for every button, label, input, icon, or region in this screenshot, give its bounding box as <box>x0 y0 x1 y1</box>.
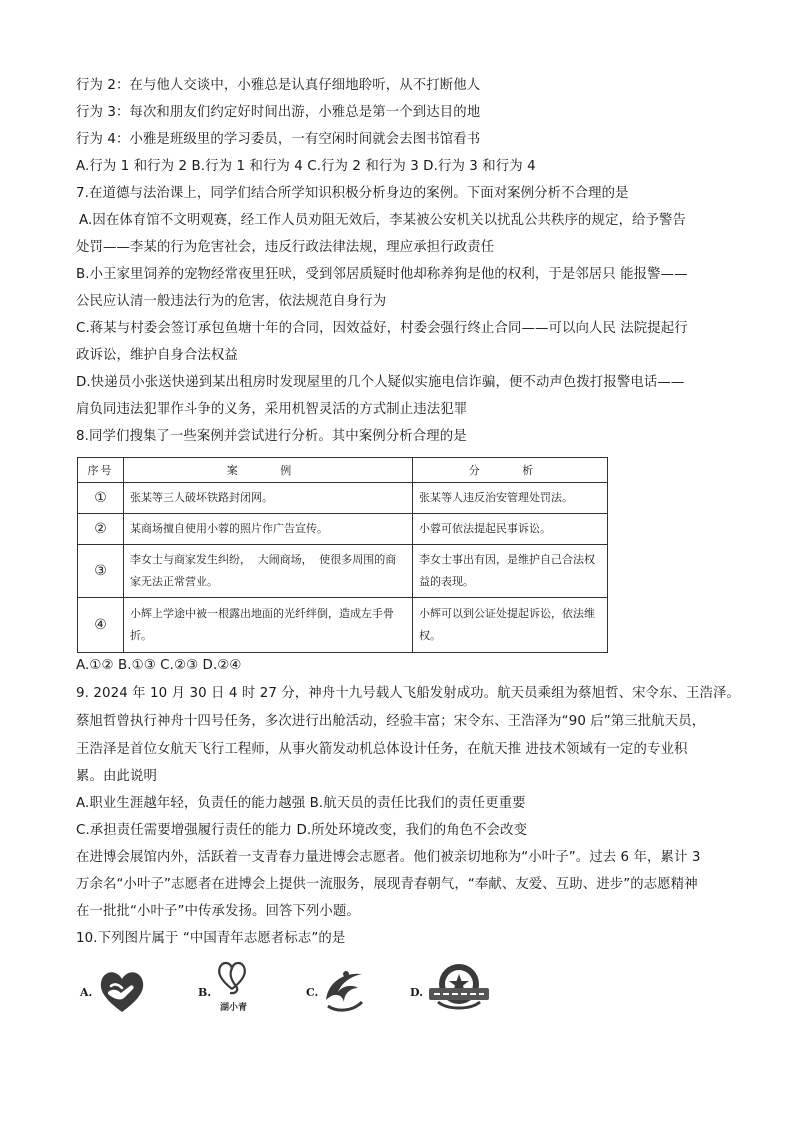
text-line: 公民应认清一般违法行为的危害，依法规范自身行为 <box>76 294 387 309</box>
passage-line: 万余名“小叶子”志愿者在进博会上提供一流服务，展现青春朝气，“奉献、友爱、互助、进步”的志愿精神 <box>76 877 698 892</box>
row-analysis: 小辉可以到公证处提起诉讼，依法维权。 <box>413 598 608 653</box>
option-7b: B.小王家里饲养的宠物经常夜里狂吠，受到邻居质疑时他却称养狗是他的权利，于是邻居只 能报警—— <box>76 267 688 282</box>
heart-hand-logo-icon <box>96 966 148 1016</box>
swirl-leaf-logo-icon <box>318 962 368 1016</box>
row-num: ② <box>78 514 124 545</box>
row-num: ③ <box>78 545 124 598</box>
option-a-label: A. <box>80 986 93 999</box>
text-line: 行为 3：每次和朋友们约定好时间出游，小雅总是第一个到达目的地 <box>76 105 481 120</box>
row-case: 张某等三人破坏铁路封闭网。 <box>124 483 413 514</box>
option-b-label: B. <box>198 986 212 999</box>
option-b-caption: 湖小青 <box>220 1003 248 1013</box>
row-analysis: 张某等人违反治安管理处罚法。 <box>413 483 608 514</box>
table-row <box>78 545 608 598</box>
row-num: ① <box>78 483 124 514</box>
option-7d: D.快递员小张送快递到某出租房时发现屋里的几个人疑似实施电信诈骗，便不动声色拨打报警电话—— <box>76 375 685 390</box>
row-analysis: 小蓉可依法提起民事诉讼。 <box>413 514 608 545</box>
row-case: 小辉上学途中被一根露出地面的光纤绊倒，造成左手骨折。 <box>124 598 413 653</box>
options-9ab: A.职业生涯越年轻，负责任的能力越强 B.航天员的责任比我们的责任更重要 <box>76 796 526 811</box>
passage-line: 在进博会展馆内外，活跃着一支青春力量进博会志愿者。他们被亲切地称为“小叶子”。过去 6 年，累计 3 <box>76 850 701 865</box>
answer-options-q6: A.行为 1 和行为 2 B.行为 1 和行为 4 C.行为 2 和行为 3 D.行为 3 和行为 4 <box>76 159 536 174</box>
row-case: 某商场擅自使用小蓉的照片作广告宣传。 <box>124 514 413 545</box>
text-line: 行为 2：在与他人交谈中，小雅总是认真仔细地聆听，从不打断他人 <box>76 78 481 93</box>
table-row <box>78 483 608 514</box>
row-analysis: 李女士事出有因，是维护自己合法权益的表现。 <box>413 545 608 598</box>
option-7a: A.因在体育馆不文明观赛，经工作人员劝阻无效后，李某被公安机关以扰乱公共秩序的规定，给予警告 <box>79 213 686 228</box>
header-num: 序号 <box>78 458 124 483</box>
row-num: ④ <box>78 598 124 653</box>
table-row <box>78 598 608 653</box>
answer-options-q8: A.①② B.①③ C.②③ D.②④ <box>76 658 242 673</box>
text-line: 政诉讼，维护自身合法权益 <box>76 348 238 363</box>
youth-league-emblem-icon <box>426 962 492 1014</box>
text-line: 处罚——李某的行为危害社会，违反行政法律法规，理应承担行政责任 <box>76 240 495 255</box>
question-9: 9. 2024 年 10 月 30 日 4 时 27 分，神舟十九号载人飞船发射成功。航天员乘组为蔡旭哲、宋令东、王浩泽。 <box>76 686 740 701</box>
table-row <box>78 514 608 545</box>
text-line: 行为 4：小雅是班级里的学习委员，一有空闲时间就会去图书馆看书 <box>76 132 481 147</box>
options-9cd: C.承担责任需要增强履行责任的能力 D.所处环境改变，我们的角色不会改变 <box>76 823 528 838</box>
text-line: 累。由此说明 <box>76 769 157 784</box>
table-header-row <box>78 458 608 483</box>
option-d-label: D. <box>410 986 423 999</box>
text-line: 蔡旭哲曾执行神舟十四号任务，多次进行出舱活动，经验丰富；宋令东、王浩泽为“90 后”第三批航天员， <box>76 714 706 729</box>
question-7: 7.在道德与法治课上，同学们结合所学知识积极分析身边的案例。下面对案例分析不合理的是 <box>76 186 629 201</box>
text-line: 肩负同违法犯罪作斗争的义务，采用机智灵活的方式制止违法犯罪 <box>76 402 468 417</box>
option-c-label: C. <box>306 986 319 999</box>
passage-line: 在一批批“小叶子”中传承发扬。回答下列小题。 <box>76 904 360 919</box>
heart-ribbon-logo-icon <box>212 956 252 996</box>
case-analysis-table <box>77 457 608 653</box>
row-case: 李女士与商家发生纠纷， 大闹商场， 使很多周围的商家无法正常营业。 <box>124 545 413 598</box>
header-analysis: 分 析 <box>413 458 608 483</box>
text-line: 王浩泽是首位女航天飞行工程师，从事火箭发动机总体设计任务，在航天推 进技术领域有一定的专业积 <box>76 742 688 757</box>
header-case: 案 例 <box>124 458 413 483</box>
option-7c: C.蒋某与村委会签订承包鱼塘十年的合同，因效益好，村委会强行终止合同——可以向人民 法院提起行 <box>76 321 688 336</box>
question-8: 8.同学们搜集了一些案例并尝试进行分析。其中案例分析合理的是 <box>76 429 467 444</box>
question-10: 10.下列图片属于 “中国青年志愿者标志”的是 <box>76 931 346 946</box>
